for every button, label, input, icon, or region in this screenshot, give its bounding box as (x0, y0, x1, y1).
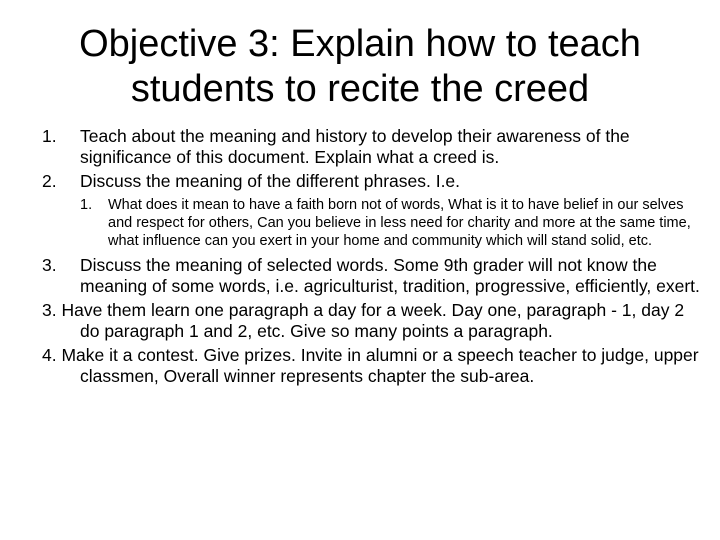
list-item-5: 4. Make it a contest. Give prizes. Invite in alumni or a speech teacher to judge, upper classmen, Overall winner represents chapter the sub-area. (42, 345, 699, 386)
list-item-3 (42, 255, 706, 297)
list-item-1 (42, 126, 706, 168)
slide-title: Objective 3: Explain how to teach students to recite the creed (79, 23, 641, 110)
list-item-4: 3. Have them learn one paragraph a day for a week. Day one, paragraph - 1, day 2 do paragraph 1 and 2, etc. Give so many points a paragraph. (42, 300, 685, 341)
list-number: 1. (42, 126, 57, 146)
list-item-2 (42, 171, 706, 192)
sub-list-number: 1. (80, 197, 93, 213)
list-number: 3. (42, 255, 57, 275)
list-text: Discuss the meaning of the different phrases. I.e. (80, 171, 461, 191)
sub-list-item-1 (42, 196, 706, 250)
list-text: Teach about the meaning and history to develop their awareness of the significance of this document. Explain what a creed is. (80, 126, 630, 167)
sub-list-text: What does it mean to have a faith born not of words, What is it to have belief in our selves and respect for others, Can you believe in less need for charity and more at the same time, what influence can you exert in your home and community which will stand solid, etc. (108, 197, 691, 249)
slide-body (42, 126, 706, 390)
list-text: Discuss the meaning of selected words. Some 9th grader will not know the meaning of some words, i.e. agriculturist, tradition, progressive, efficiently, exert. (80, 255, 700, 296)
list-number: 2. (42, 171, 57, 191)
